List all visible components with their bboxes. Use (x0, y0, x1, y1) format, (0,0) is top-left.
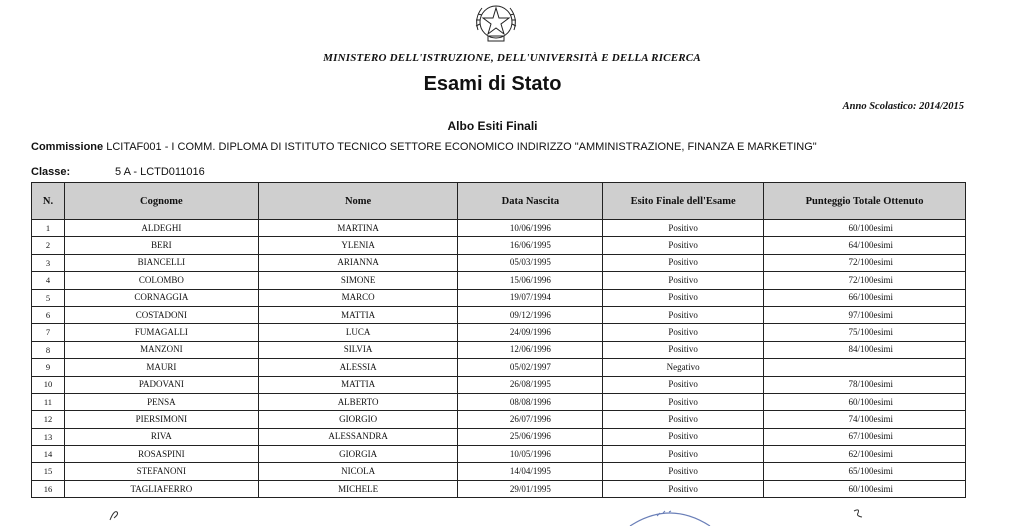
data-nascita-cell: 29/01/1995 (458, 480, 603, 497)
nome-cell: GIORGIA (258, 446, 458, 463)
nome-cell: MARTINA (258, 220, 458, 237)
commissione-value: LCITAF001 - I COMM. DIPLOMA DI ISTITUTO TECNICO SETTORE ECONOMICO INDIRIZZO "AMMINISTRAZIONE, FINANZA E MARKETING" (106, 141, 817, 153)
cognome-cell: RIVA (64, 428, 258, 445)
nome-cell: SILVIA (258, 341, 458, 358)
results-table (31, 182, 966, 498)
punteggio-cell: 67/100esimi (764, 428, 966, 445)
punteggio-cell: 60/100esimi (764, 393, 966, 410)
table-row (32, 480, 966, 497)
pen-mark-icon (852, 508, 864, 518)
table-row (32, 428, 966, 445)
table-row (32, 359, 966, 376)
cognome-cell: TAGLIAFERRO (64, 480, 258, 497)
data-nascita-cell: 24/09/1996 (458, 324, 603, 341)
row-number: 5 (32, 289, 65, 306)
header-esito: Esito Finale dell'Esame (603, 183, 764, 220)
nome-cell: MARCO (258, 289, 458, 306)
row-number: 15 (32, 463, 65, 480)
esito-cell: Positivo (603, 463, 764, 480)
cognome-cell: PENSA (64, 393, 258, 410)
cognome-cell: BIANCELLI (64, 254, 258, 271)
table-row (32, 306, 966, 323)
cognome-cell: FUMAGALLI (64, 324, 258, 341)
cognome-cell: STEFANONI (64, 463, 258, 480)
italian-republic-emblem-icon (470, 0, 522, 44)
data-nascita-cell: 05/02/1997 (458, 359, 603, 376)
data-nascita-cell: 08/08/1996 (458, 393, 603, 410)
data-nascita-cell: 10/05/1996 (458, 446, 603, 463)
punteggio-cell: 64/100esimi (764, 237, 966, 254)
esito-cell: Positivo (603, 237, 764, 254)
header-cognome: Cognome (64, 183, 258, 220)
table-row (32, 289, 966, 306)
cognome-cell: ROSASPINI (64, 446, 258, 463)
nome-cell: NICOLA (258, 463, 458, 480)
header-punteggio: Punteggio Totale Ottenuto (764, 183, 966, 220)
row-number: 11 (32, 393, 65, 410)
esito-cell: Positivo (603, 306, 764, 323)
data-nascita-cell: 26/07/1996 (458, 411, 603, 428)
nome-cell: ALESSANDRA (258, 428, 458, 445)
table-row (32, 376, 966, 393)
header-data-nascita: Data Nascita (458, 183, 603, 220)
table-row (32, 237, 966, 254)
row-number: 16 (32, 480, 65, 497)
data-nascita-cell: 14/04/1995 (458, 463, 603, 480)
punteggio-cell (764, 359, 966, 376)
row-number: 4 (32, 272, 65, 289)
nome-cell: MATTIA (258, 306, 458, 323)
cognome-cell: COLOMBO (64, 272, 258, 289)
cognome-cell: MAURI (64, 359, 258, 376)
table-row (32, 254, 966, 271)
official-stamp-icon (625, 506, 715, 526)
esito-cell: Positivo (603, 480, 764, 497)
row-number: 10 (32, 376, 65, 393)
nome-cell: GIORGIO (258, 411, 458, 428)
classe-label: Classe: (31, 166, 71, 178)
data-nascita-cell: 09/12/1996 (458, 306, 603, 323)
cognome-cell: CORNAGGIA (64, 289, 258, 306)
punteggio-cell: 72/100esimi (764, 272, 966, 289)
punteggio-cell: 97/100esimi (764, 306, 966, 323)
data-nascita-cell: 12/06/1996 (458, 341, 603, 358)
signature-scrawl-icon (108, 508, 124, 521)
commissione-line (31, 141, 817, 153)
esito-cell: Positivo (603, 324, 764, 341)
nome-cell: ALESSIA (258, 359, 458, 376)
nome-cell: LUCA (258, 324, 458, 341)
nome-cell: ALBERTO (258, 393, 458, 410)
row-number: 6 (32, 306, 65, 323)
esito-cell: Positivo (603, 341, 764, 358)
classe-value: 5 A - LCTD011016 (115, 166, 205, 178)
esito-cell: Positivo (603, 220, 764, 237)
document-subtitle: Albo Esiti Finali (447, 119, 538, 133)
ministry-name: MINISTERO DELL'ISTRUZIONE, DELL'UNIVERSITÀ E DELLA RICERCA (323, 52, 701, 64)
table-row (32, 341, 966, 358)
nome-cell: MATTIA (258, 376, 458, 393)
row-number: 3 (32, 254, 65, 271)
esito-cell: Positivo (603, 393, 764, 410)
punteggio-cell: 62/100esimi (764, 446, 966, 463)
cognome-cell: MANZONI (64, 341, 258, 358)
table-row (32, 446, 966, 463)
nome-cell: SIMONE (258, 272, 458, 289)
table-row (32, 411, 966, 428)
table-row (32, 272, 966, 289)
commissione-label: Commissione (31, 141, 104, 153)
esito-cell: Positivo (603, 254, 764, 271)
table-header-row (32, 183, 966, 220)
data-nascita-cell: 25/06/1996 (458, 428, 603, 445)
esito-cell: Positivo (603, 376, 764, 393)
header-n: N. (32, 183, 65, 220)
punteggio-cell: 84/100esimi (764, 341, 966, 358)
classe-line (31, 166, 205, 178)
row-number: 1 (32, 220, 65, 237)
row-number: 2 (32, 237, 65, 254)
esito-cell: Positivo (603, 289, 764, 306)
data-nascita-cell: 05/03/1995 (458, 254, 603, 271)
nome-cell: MICHELE (258, 480, 458, 497)
punteggio-cell: 60/100esimi (764, 480, 966, 497)
table-row (32, 463, 966, 480)
punteggio-cell: 75/100esimi (764, 324, 966, 341)
data-nascita-cell: 26/08/1995 (458, 376, 603, 393)
data-nascita-cell: 16/06/1995 (458, 237, 603, 254)
esito-cell: Positivo (603, 446, 764, 463)
page-title: Esami di Stato (423, 73, 562, 95)
punteggio-cell: 60/100esimi (764, 220, 966, 237)
cognome-cell: BERI (64, 237, 258, 254)
school-year: Anno Scolastico: 2014/2015 (842, 101, 964, 112)
esito-cell: Negativo (603, 359, 764, 376)
table-row (32, 324, 966, 341)
row-number: 8 (32, 341, 65, 358)
punteggio-cell: 74/100esimi (764, 411, 966, 428)
row-number: 7 (32, 324, 65, 341)
punteggio-cell: 66/100esimi (764, 289, 966, 306)
esito-cell: Positivo (603, 411, 764, 428)
punteggio-cell: 72/100esimi (764, 254, 966, 271)
esito-cell: Positivo (603, 428, 764, 445)
cognome-cell: PADOVANI (64, 376, 258, 393)
cognome-cell: COSTADONI (64, 306, 258, 323)
row-number: 9 (32, 359, 65, 376)
header-nome: Nome (258, 183, 458, 220)
nome-cell: YLENIA (258, 237, 458, 254)
row-number: 12 (32, 411, 65, 428)
nome-cell: ARIANNA (258, 254, 458, 271)
data-nascita-cell: 19/07/1994 (458, 289, 603, 306)
cognome-cell: ALDEGHI (64, 220, 258, 237)
data-nascita-cell: 10/06/1996 (458, 220, 603, 237)
punteggio-cell: 78/100esimi (764, 376, 966, 393)
punteggio-cell: 65/100esimi (764, 463, 966, 480)
data-nascita-cell: 15/06/1996 (458, 272, 603, 289)
esito-cell: Positivo (603, 272, 764, 289)
table-row (32, 393, 966, 410)
table-row (32, 220, 966, 237)
row-number: 13 (32, 428, 65, 445)
row-number: 14 (32, 446, 65, 463)
cognome-cell: PIERSIMONI (64, 411, 258, 428)
